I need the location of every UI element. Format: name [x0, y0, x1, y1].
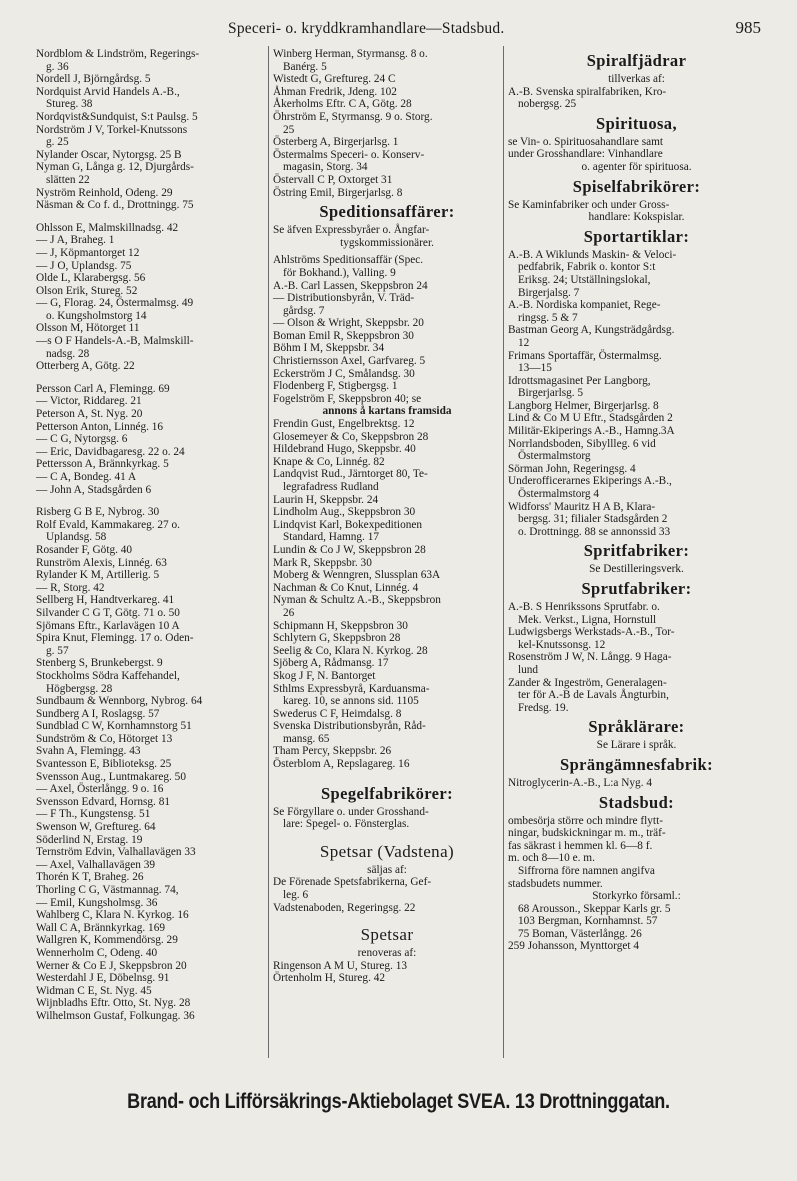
directory-entry-line: Stenberg S, Brunkebergst. 9	[36, 657, 163, 670]
directory-entry-line: Hildebrand Hugo, Skeppsbr. 40	[273, 443, 416, 456]
column-2	[273, 48, 501, 985]
directory-entry-line: Flodenberg F, Stigbergsg. 1	[273, 380, 398, 393]
directory-entry-line: Schipmann H, Skeppsbron 30	[273, 619, 408, 632]
sub-note: annons å kartans framsida	[322, 405, 452, 418]
directory-entry-line: Thorling C G, Västmannag. 74,	[36, 884, 179, 896]
directory-entry-line: Söderlind N, Erstag. 19	[36, 833, 143, 846]
directory-entry-line: Bastman Georg A, Kungsträdgårdsg.	[508, 324, 675, 337]
directory-entry-line: — John A, Stadsgården 6	[36, 483, 152, 496]
sub-note: Se Lärare i språk.	[596, 739, 677, 752]
directory-entry-line: — Axel, Valhallavägen 39	[36, 858, 156, 871]
directory-entry-line: Zander & Ingeström, Generalagen-	[508, 676, 667, 689]
directory-entry-line: Östermalmstorg	[518, 450, 591, 463]
directory-entry-line: 25	[283, 123, 295, 136]
directory-entry-line: — Eric, Davidbagaresg. 22 o. 24	[36, 445, 185, 458]
directory-entry-line: Wennerholm C, Odeng. 40	[36, 946, 158, 959]
directory-entry-line: bergsg. 31; filialer Stadsgården 2	[518, 513, 668, 526]
directory-entry-line: Nordblom & Lindström, Regerings-	[36, 48, 200, 60]
running-title: Speceri- o. kryddkramhandlare—Stadsbud.	[228, 20, 505, 37]
directory-entry-line: 75 Boman, Västerlångg. 26	[518, 927, 642, 940]
directory-entry-line: o. Drottningg. 88 se annonssid 33	[518, 525, 671, 538]
directory-entry-line: Swenson W, Greftureg. 64	[36, 821, 156, 834]
section-heading: Speditionsaffärer:	[319, 202, 455, 222]
directory-entry-line: Schlytern G, Skeppsbron 28	[273, 632, 401, 645]
directory-entry-line: Uplandsg. 58	[46, 531, 107, 544]
spacer	[36, 212, 264, 222]
directory-entry-line: Ahlströms Speditionsaffär (Spec.	[273, 254, 424, 267]
directory-entry-line: lund	[518, 663, 539, 676]
directory-entry-line: Idrottsmagasinet Per Langborg,	[508, 374, 651, 387]
directory-entry-line: Olsson M, Hötorget 11	[36, 322, 140, 335]
directory-entry-line: Örtenholm H, Stureg. 42	[273, 972, 386, 985]
sub-note: tillverkas af:	[608, 73, 665, 85]
directory-entry-line: —s O F Handels-A.-B, Malmskill-	[36, 335, 194, 348]
directory-entry-line: Landqvist Rud., Järntorget 80, Te-	[273, 468, 428, 481]
directory-entry-line: Glosemeyer & Co, Skeppsbron 28	[273, 430, 429, 443]
directory-entry-line: Underofficerarnes Ekiperings A.-B.,	[508, 475, 672, 488]
directory-entry-line: Lindqvist Karl, Bokexpeditionen	[273, 518, 423, 531]
directory-entry-line: Runström Alexis, Linnég. 63	[36, 556, 167, 569]
page-number: 985	[735, 18, 761, 37]
directory-entry-line: Pettersson A, Brännkyrkag. 5	[36, 458, 169, 471]
directory-entry-line: A.-B. S Henrikssons Sprutfabr. o.	[508, 601, 660, 613]
directory-entry-line: Se Förgyllare o. under Grosshand-	[273, 805, 429, 818]
directory-entry-line: legrafadress Rudland	[283, 481, 379, 493]
directory-entry-line: Widman C E, St. Nyg. 45	[36, 984, 152, 997]
column-3	[508, 48, 765, 953]
directory-entry-line: Wallgren K, Kommendörsg. 29	[36, 934, 178, 947]
directory-entry-line: — C G, Nytorgsg. 6	[36, 433, 128, 446]
directory-entry-line: — Emil, Kungsholmsg. 36	[36, 896, 158, 909]
directory-entry-line: Sörman John, Regeringsg. 4	[508, 462, 636, 475]
directory-entry-line: 68 Arousson., Skeppar Karls gr. 5	[518, 902, 671, 915]
directory-entry-line: Siffrorna före namnen angifva	[518, 864, 655, 877]
directory-entry-line: Otterberg A, Götg. 22	[36, 360, 135, 373]
directory-entry-line: Widforss' Mauritz H A B, Klara-	[508, 500, 656, 513]
sub-note: säljas af:	[367, 863, 407, 876]
directory-entry-line: Fogelström F, Skeppsbron 40; se	[273, 392, 422, 405]
directory-entry-line: 103 Bergman, Kornhamnst. 57	[518, 915, 658, 928]
directory-entry-line: Östermalms Speceri- o. Konserv-	[273, 148, 425, 161]
directory-entry-line: slätten 22	[46, 173, 90, 186]
section-heading: Stadsbud:	[598, 792, 675, 812]
directory-entry-line: g. 25	[46, 136, 69, 149]
directory-entry-line: Sthlms Expressbyrå, Karduansma-	[273, 682, 430, 695]
directory-entry-line: Wall C A, Brännkyrkag. 169	[36, 921, 165, 934]
column-1	[36, 48, 264, 1023]
directory-entry-line: Boman Emil R, Skeppsbron 30	[273, 329, 414, 342]
section-heading: Spegelfabrikörer:	[320, 783, 454, 803]
directory-entry-line: Nitroglycerin-A.-B., L:a Nyg. 4	[508, 776, 653, 789]
directory-entry-line: Nylander Oscar, Nytorgsg. 25 B	[36, 148, 182, 161]
spacer	[36, 373, 264, 383]
directory-entry-line: o. Kungsholmstorg 14	[46, 309, 147, 322]
directory-entry-line: mansg. 65	[283, 732, 330, 745]
directory-entry-line: Lundin & Co J W, Skeppsbron 28	[273, 543, 426, 556]
directory-entry-line: g. 36	[46, 60, 69, 73]
directory-entry-line: Wilhelmson Gustaf, Folkungag. 36	[36, 1009, 195, 1022]
directory-entry-line: — J, Köpmantorget 12	[36, 246, 140, 259]
directory-entry-line: Mark R, Skeppsbr. 30	[273, 556, 372, 569]
directory-entry-line: A.-B. Nordiska kompaniet, Rege-	[508, 299, 661, 312]
directory-entry-line: Östervall C P, Oxtorget 31	[273, 173, 393, 186]
directory-entry-line: Österblom A, Repslagareg. 16	[273, 758, 410, 771]
directory-entry-line: 13—15	[518, 362, 552, 375]
directory-entry-line: stadsbudets nummer.	[508, 877, 603, 890]
directory-entry-line: nadsg. 28	[46, 347, 90, 360]
section-heading: Språklärare:	[588, 717, 685, 737]
directory-entry-line: Birgerjarlsg. 5	[518, 387, 584, 400]
directory-entry-line: A.-B. Carl Lassen, Skeppsbron 24	[273, 279, 428, 292]
directory-entry-line: Högbergsg. 28	[46, 682, 113, 695]
directory-entry-line: Eckerström J C, Smålandsg. 30	[273, 367, 415, 380]
directory-entry-line: Petterson Anton, Linnég. 16	[36, 420, 164, 433]
directory-entry-line: Eriksg. 24; Utställningslokal,	[518, 273, 651, 286]
directory-entry-line: Sellberg H, Handtverkareg. 41	[36, 594, 175, 607]
directory-entry-line: Knape & Co, Linnég. 82	[273, 455, 385, 468]
directory-entry-line: pedfabrik, Fabrik o. kontor S:t	[518, 261, 656, 274]
directory-entry-line: Langborg Helmer, Birgerjarlsg. 8	[508, 399, 659, 412]
directory-entry-line: Frimans Sportaffär, Östermalmsg.	[508, 349, 662, 362]
directory-entry-line: Svantesson E, Biblioteksg. 25	[36, 758, 172, 771]
directory-entry-line: Wahlberg C, Klara N. Kyrkog. 16	[36, 909, 189, 922]
directory-entry-line: m. och 8—10 e. m.	[508, 852, 595, 865]
directory-entry-line: ombesörja större och mindre flytt-	[508, 814, 663, 827]
directory-entry-line: Östermalmstorg 4	[518, 488, 600, 501]
directory-entry-line: — Victor, Riddareg. 21	[36, 395, 142, 408]
directory-entry-line: Silvander C G T, Götg. 71 o. 50	[36, 606, 180, 619]
directory-entry-line: Olson Erik, Stureg. 52	[36, 284, 138, 297]
directory-entry-line: Fredsg. 19.	[518, 701, 569, 714]
directory-entry-line: Rosander F, Götg. 40	[36, 543, 133, 556]
directory-entry-line: Ringenson A M U, Stureg. 13	[273, 959, 408, 972]
directory-entry-line: — Axel, Österlångg. 9 o. 16	[36, 783, 164, 796]
directory-entry-line: Svensson Aug., Luntmakareg. 50	[36, 770, 186, 783]
sub-note: Storkyrko församl.:	[592, 890, 681, 903]
directory-entry-line: Peterson A, St. Nyg. 20	[36, 408, 143, 421]
directory-entry-line: Östring Emil, Birgerjarlsg. 8	[273, 186, 403, 199]
directory-entry-line: Skog J F, N. Bantorget	[273, 669, 376, 682]
directory-entry-line: Ohlsson E, Malmskillnadsg. 42	[36, 221, 179, 234]
sub-note: renoveras af:	[357, 947, 417, 960]
column-divider-1	[268, 46, 269, 1058]
directory-entry-line: Werner & Co E J, Skeppsbron 20	[36, 959, 187, 972]
sub-note: Se Destilleringsverk.	[589, 563, 684, 576]
directory-entry-line: Rolf Evald, Kammakareg. 27 o.	[36, 518, 180, 531]
directory-entry-line: Sundbaum & Wennborg, Nybrog. 64	[36, 695, 203, 708]
directory-entry-line: 259 Johansson, Mynttorget 4	[508, 940, 639, 953]
directory-entry-line: Vadstenaboden, Regeringsg. 22	[273, 901, 416, 914]
directory-entry-line: Böhm I M, Skeppsbr. 34	[273, 342, 385, 355]
directory-entry-line: fas säkrast i hemmen kl. 6—8 f.	[508, 839, 653, 852]
directory-entry-line: Nachman & Co Knut, Linnég. 4	[273, 581, 419, 594]
spacer	[36, 496, 264, 506]
directory-entry-line: — Distributionsbyrån, V. Träd-	[273, 292, 415, 305]
directory-entry-line: Laurin H, Skeppsbr. 24	[273, 493, 379, 506]
directory-entry-line: Nordquist Arvid Handels A.-B.,	[36, 85, 180, 98]
directory-entry-line: — F Th., Kungstensg. 51	[36, 808, 151, 821]
directory-entry-line: Nyman G, Långa g. 12, Djurgårds-	[36, 161, 194, 174]
directory-entry-line: Birgerjalsg. 7	[518, 286, 580, 299]
directory-entry-line: Svensson Edvard, Hornsg. 81	[36, 795, 170, 808]
directory-entry-line: Sundblad C W, Kornhamnstorg 51	[36, 720, 192, 733]
page-header	[0, 18, 797, 42]
directory-entry-line: 26	[283, 606, 295, 619]
directory-entry-line: Stureg. 38	[46, 98, 93, 111]
directory-entry-line: Standard, Hamng. 17	[283, 531, 380, 544]
section-heading: Spetsar	[360, 925, 414, 945]
section-heading: Sprutfabriker:	[581, 579, 692, 598]
directory-entry-line: — J O, Uplandsg. 75	[36, 259, 132, 272]
sub-note: tygskommissionärer.	[340, 236, 434, 249]
directory-entry-line: Svenska Distributionsbyrån, Råd-	[273, 720, 426, 733]
directory-entry-line: Thorén K T, Braheg. 26	[36, 871, 144, 884]
directory-entry-line: Sjöberg A, Rådmansg. 17	[273, 657, 389, 670]
directory-entry-line: Sundberg A I, Roslagsg. 57	[36, 707, 160, 720]
directory-entry-line: Risberg G B E, Nybrog. 30	[36, 506, 160, 519]
directory-entry-line: kel-Knutssonsg. 12	[518, 638, 606, 651]
directory-entry-line: Se Kaminfabriker och under Gross-	[508, 198, 670, 211]
directory-entry-line: — R, Storg. 42	[36, 581, 105, 594]
directory-entry-line: Se äfven Expressbyråer o. Ångfar-	[273, 224, 430, 237]
section-heading: Spiselfabrikörer:	[572, 176, 701, 196]
directory-entry-line: Militär-Ekiperings A.-B., Hamng.3A	[508, 425, 675, 438]
directory-entry-line: Nordell J, Björngårdsg. 5	[36, 73, 151, 86]
directory-entry-line: Norrlandsboden, Sibyllleg. 6 vid	[508, 437, 656, 450]
directory-entry-line: Mek. Verkst., Ligna, Hornstull	[518, 613, 657, 626]
directory-entry-line: De Förenade Spetsfabrikerna, Gef-	[273, 876, 432, 889]
section-heading: Sportartiklar:	[583, 226, 690, 246]
directory-entry-line: Wijnbladhs Eftr. Otto, St. Nyg. 28	[36, 997, 191, 1010]
directory-entry-line: A.-B. Svenska spiralfabriken, Kro-	[508, 85, 667, 98]
directory-entry-line: Lind & Co M U Eftr., Stadsgården 2	[508, 412, 673, 425]
directory-entry-line: — G, Florag. 24, Östermalmsg. 49	[36, 297, 194, 310]
directory-entry-line: Sjömans Eftr., Karlavägen 10 A	[36, 619, 180, 632]
section-heading: Spetsar (Vadstena)	[319, 841, 455, 861]
directory-entry-line: nobergsg. 25	[518, 98, 577, 111]
directory-entry-line: magasin, Storg. 34	[283, 161, 368, 174]
directory-entry-line: Lindholm Aug., Skeppsbron 30	[273, 506, 416, 519]
directory-entry-line: Åhman Fredrik, Jdeng. 102	[273, 85, 397, 98]
directory-entry-line: Spira Knut, Flemingg. 17 o. Oden-	[36, 632, 194, 645]
sub-note: o. agenter för spirituosa.	[581, 160, 692, 173]
directory-entry-line: Svahn A, Flemingg. 43	[36, 745, 141, 758]
directory-entry-line: Nyman & Schultz A.-B., Skeppsbron	[273, 594, 441, 607]
section-heading: Spritfabriker:	[583, 541, 690, 561]
section-heading: Spirituosa,	[596, 113, 677, 133]
directory-entry-line: Rosenström J W, N. Långg. 9 Haga-	[508, 651, 672, 664]
spacer	[273, 771, 501, 781]
spacer	[273, 914, 501, 919]
section-heading: Spiralfjädrar	[586, 51, 687, 70]
directory-entry-line: Wistedt G, Greftureg. 24 C	[273, 73, 396, 86]
directory-entry-line: — Olson & Wright, Skeppsbr. 20	[273, 317, 424, 330]
directory-entry-line: Österberg A, Birgerjarlsg. 1	[273, 136, 399, 149]
spacer	[273, 831, 501, 836]
column-divider-2	[503, 46, 504, 1058]
directory-entry-line: — C A, Bondeg. 41 A	[36, 471, 137, 483]
directory-entry-line: Åkerholms Eftr. C A, Götg. 28	[273, 98, 412, 111]
directory-entry-line: Swederus C F, Heimdalsg. 8	[273, 707, 402, 720]
directory-entry-line: Westerdahl J E, Döbelnsg. 91	[36, 972, 170, 985]
directory-entry-line: kareg. 10, se annons sid. 1105	[283, 695, 419, 708]
directory-entry-line: Frendin Gust, Engelbrektsg. 12	[273, 418, 415, 431]
directory-entry-line: ter för A.-B de Lavals Ångturbin,	[518, 689, 669, 702]
directory-entry-line: Olde L, Klarabergsg. 56	[36, 272, 146, 285]
directory-entry-line: Ternström Edvin, Valhallavägen 33	[36, 846, 196, 859]
directory-entry-line: Sundström & Co, Hötorget 13	[36, 732, 173, 745]
directory-entry-line: g. 57	[46, 644, 69, 657]
directory-entry-line: Nyström Reinhold, Odeng. 29	[36, 186, 173, 199]
directory-entry-line: för Bokhand.), Valling. 9	[283, 266, 396, 279]
directory-entry-line: — J A, Braheg. 1	[36, 234, 115, 247]
directory-entry-line: Christiernsson Axel, Garfvareg. 5	[273, 355, 426, 368]
footer-advertisement: Brand- och Lifförsäkrings-Aktiebolaget SVEA. 13 Drottninggatan.	[127, 1090, 670, 1113]
directory-entry-line: Rylander K M, Artillerig. 5	[36, 569, 160, 582]
directory-entry-line: Seelig & Co, Klara N. Kyrkog. 28	[273, 644, 428, 657]
directory-entry-line: Nordström J V, Torkel-Knutssons	[36, 123, 188, 136]
directory-entry-line: ringsg. 5 & 7	[518, 311, 578, 324]
sub-note: handlare: Kokspislar.	[588, 211, 685, 224]
directory-entry-line: Öhrström E, Styrmansg. 9 o. Storg.	[273, 110, 433, 123]
directory-entry-line: leg. 6	[283, 889, 309, 902]
directory-entry-line: under Grosshandlare: Vinhandlare	[508, 148, 663, 161]
directory-entry-line: Näsman & Co f. d., Drottningg. 75	[36, 199, 194, 212]
directory-entry-line: Ludwigsbergs Werkstads-A.-B., Tor-	[508, 626, 675, 639]
directory-entry-line: lare: Spegel- o. Fönsterglas.	[283, 818, 410, 831]
directory-entry-line: A.-B. A Wiklunds Maskin- & Veloci-	[508, 248, 677, 261]
directory-entry-line: Nordqvist&Sundquist, S:t Paulsg. 5	[36, 110, 198, 123]
directory-entry-line: 12	[518, 336, 530, 349]
directory-entry-line: Stockholms Södra Kaffehandel,	[36, 669, 180, 682]
directory-entry-line: Moberg & Wenngren, Slussplan 63A	[273, 569, 441, 582]
directory-entry-line: ningar, budskickningar m. m., träf-	[508, 827, 666, 840]
section-heading: Sprängämnesfabrik:	[560, 754, 713, 774]
directory-entry-line: Persson Carl A, Flemingg. 69	[36, 382, 170, 395]
directory-entry-line: gårdsg. 7	[283, 304, 325, 317]
directory-entry-line: Winberg Herman, Styrmansg. 8 o.	[273, 48, 428, 60]
directory-entry-line: Banérg. 5	[283, 60, 327, 73]
directory-entry-line: se Vin- o. Spirituosahandlare samt	[508, 135, 664, 148]
directory-entry-line: Tham Percy, Skeppsbr. 26	[273, 745, 392, 758]
